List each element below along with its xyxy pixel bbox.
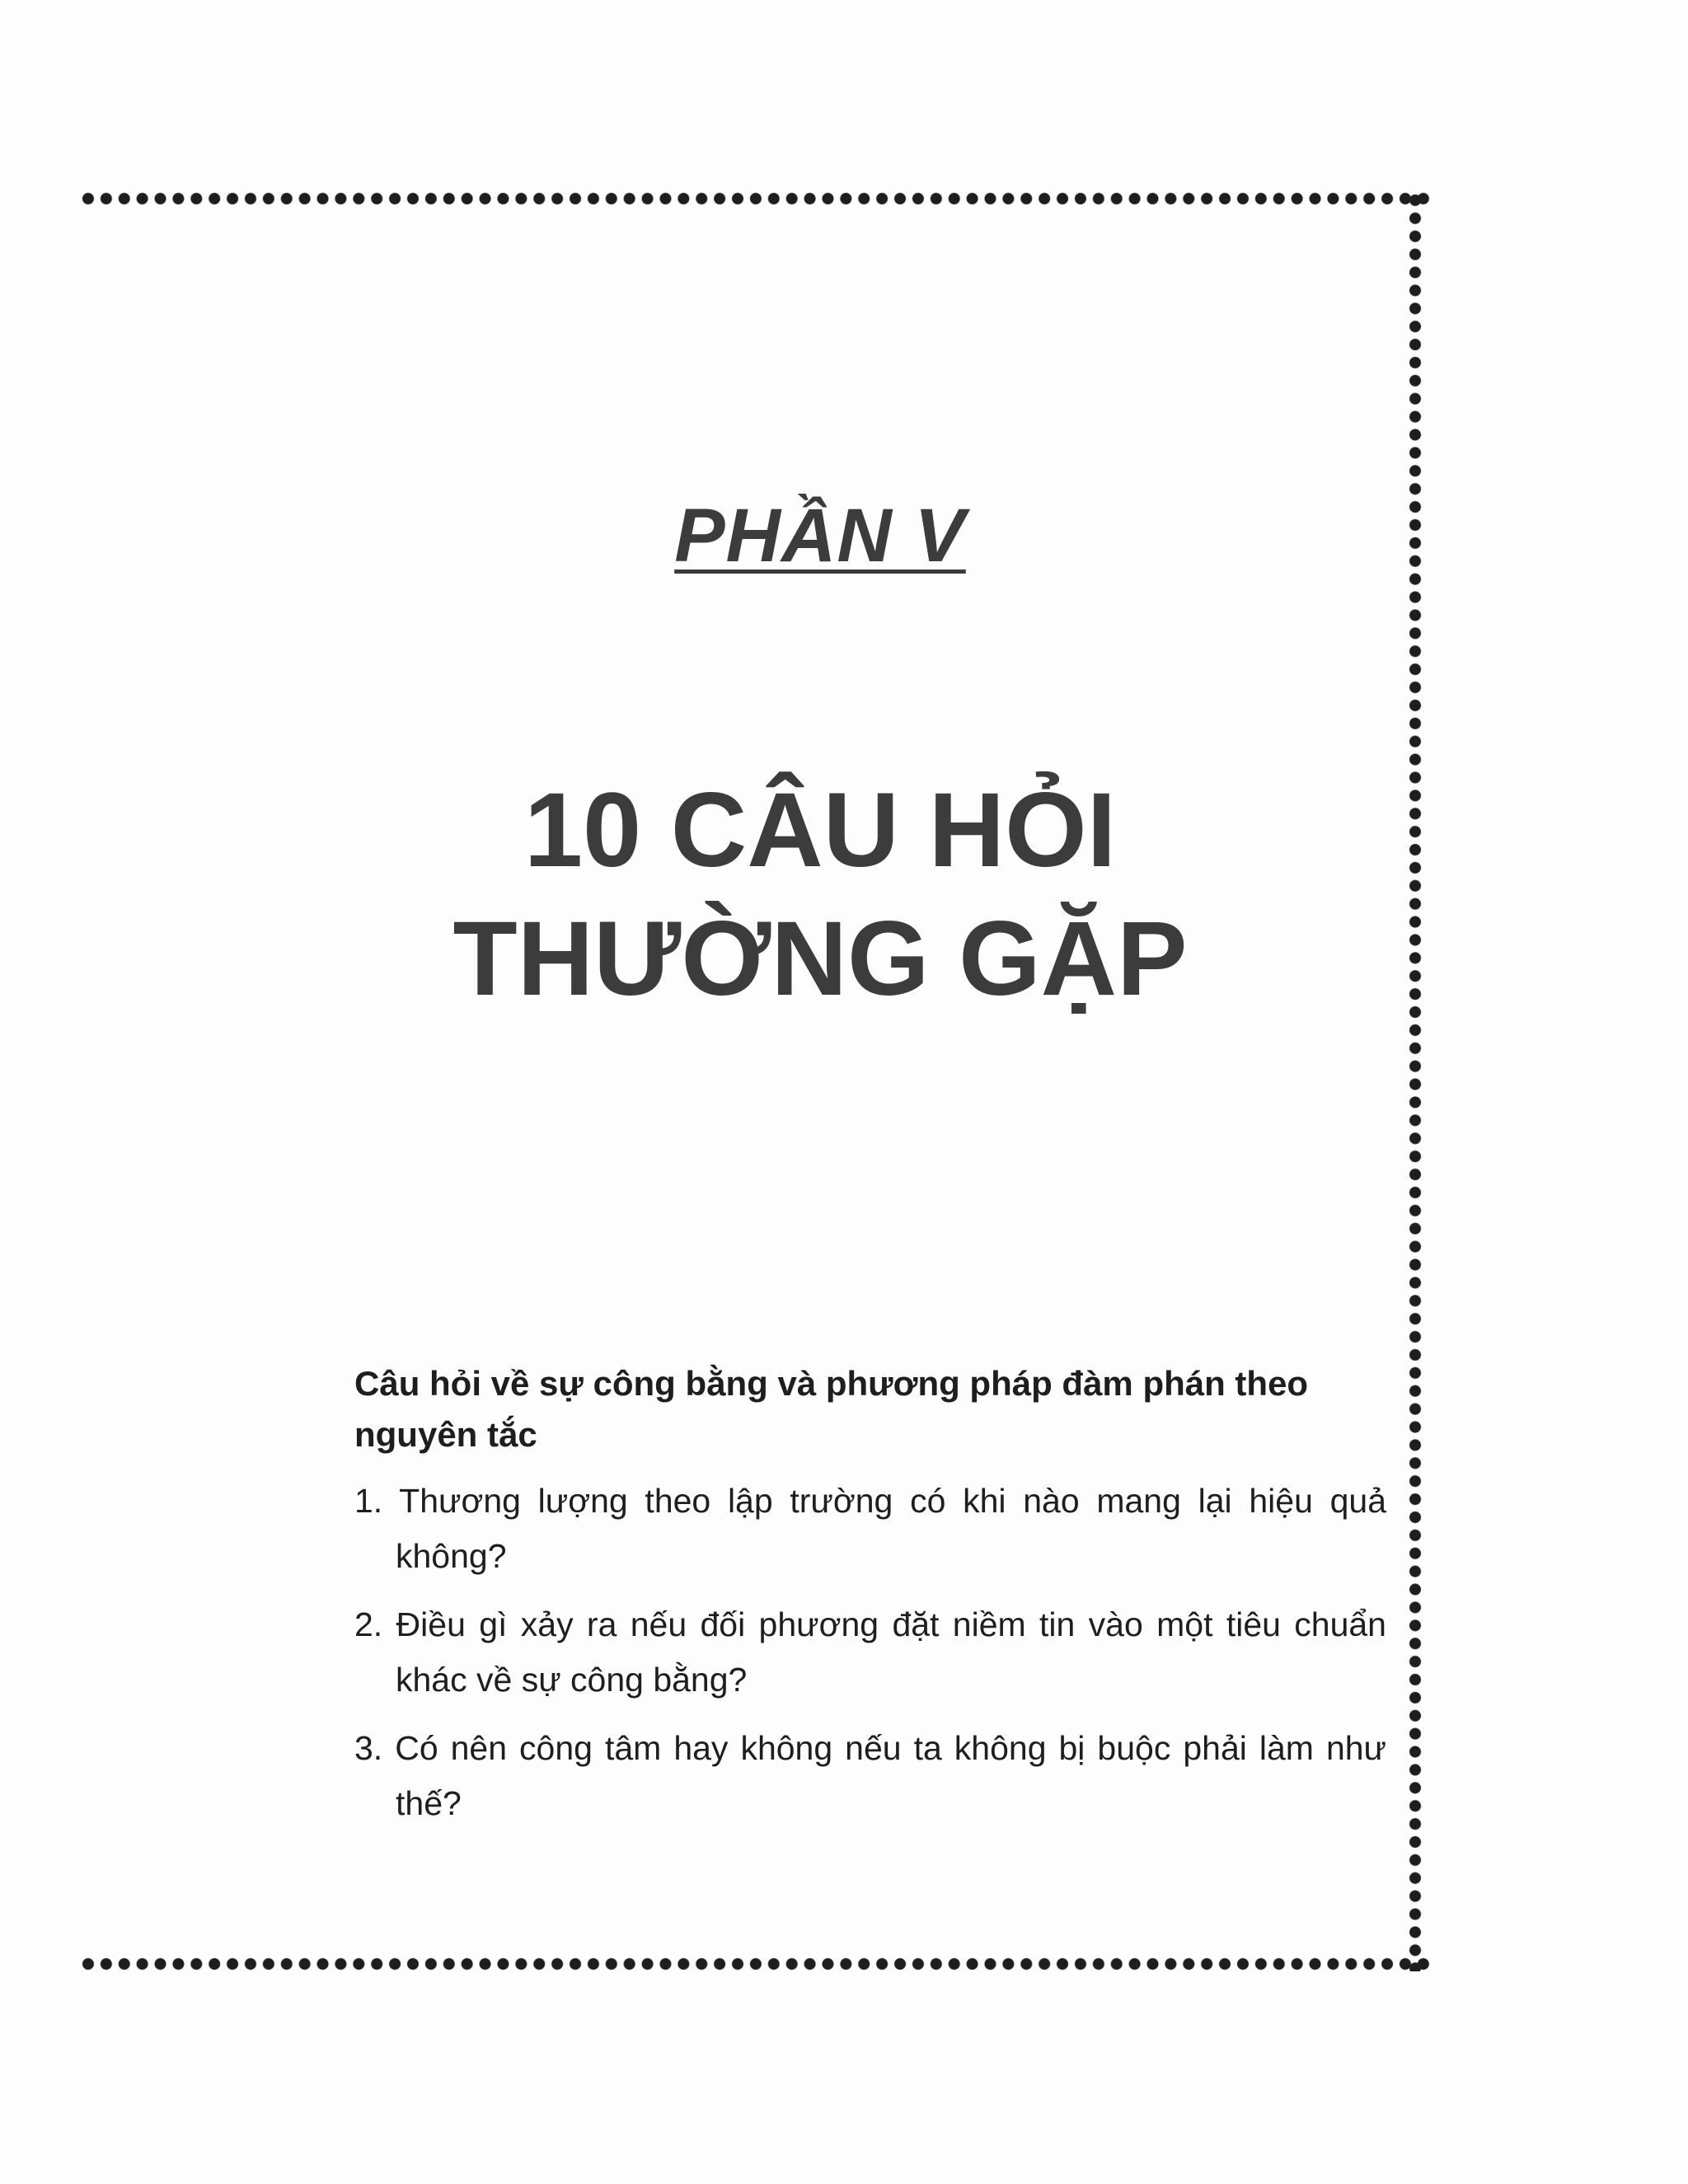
dotted-border-right	[1408, 191, 1423, 1971]
part-label: PHẦN V	[674, 494, 966, 578]
chapter-title-line-2: THƯỜNG GẶP	[452, 900, 1188, 1018]
chapter-title	[0, 766, 1640, 1024]
chapter-title-line-1: 10 CÂU HỎI	[523, 771, 1117, 889]
question-item-1: 1. Thương lượng theo lập trường có khi nào mang lại hiệu quả không?	[354, 1482, 1386, 1575]
question-list	[354, 1474, 1386, 1831]
question-item-3: 3. Có nên công tâm hay không nếu ta không bị buộc phải làm như thế?	[354, 1729, 1386, 1822]
question-item-2: 2. Điều gì xảy ra nếu đối phương đặt niềm tin vào một tiêu chuẩn khác về sự công bằng?	[354, 1605, 1386, 1699]
dotted-border-top	[79, 191, 1431, 206]
question-section	[354, 1358, 1386, 1844]
dotted-border-bottom	[79, 1957, 1431, 1971]
section-heading: Câu hỏi về sự công bằng và phương pháp đàm phán theo nguyên tắc	[354, 1364, 1309, 1454]
